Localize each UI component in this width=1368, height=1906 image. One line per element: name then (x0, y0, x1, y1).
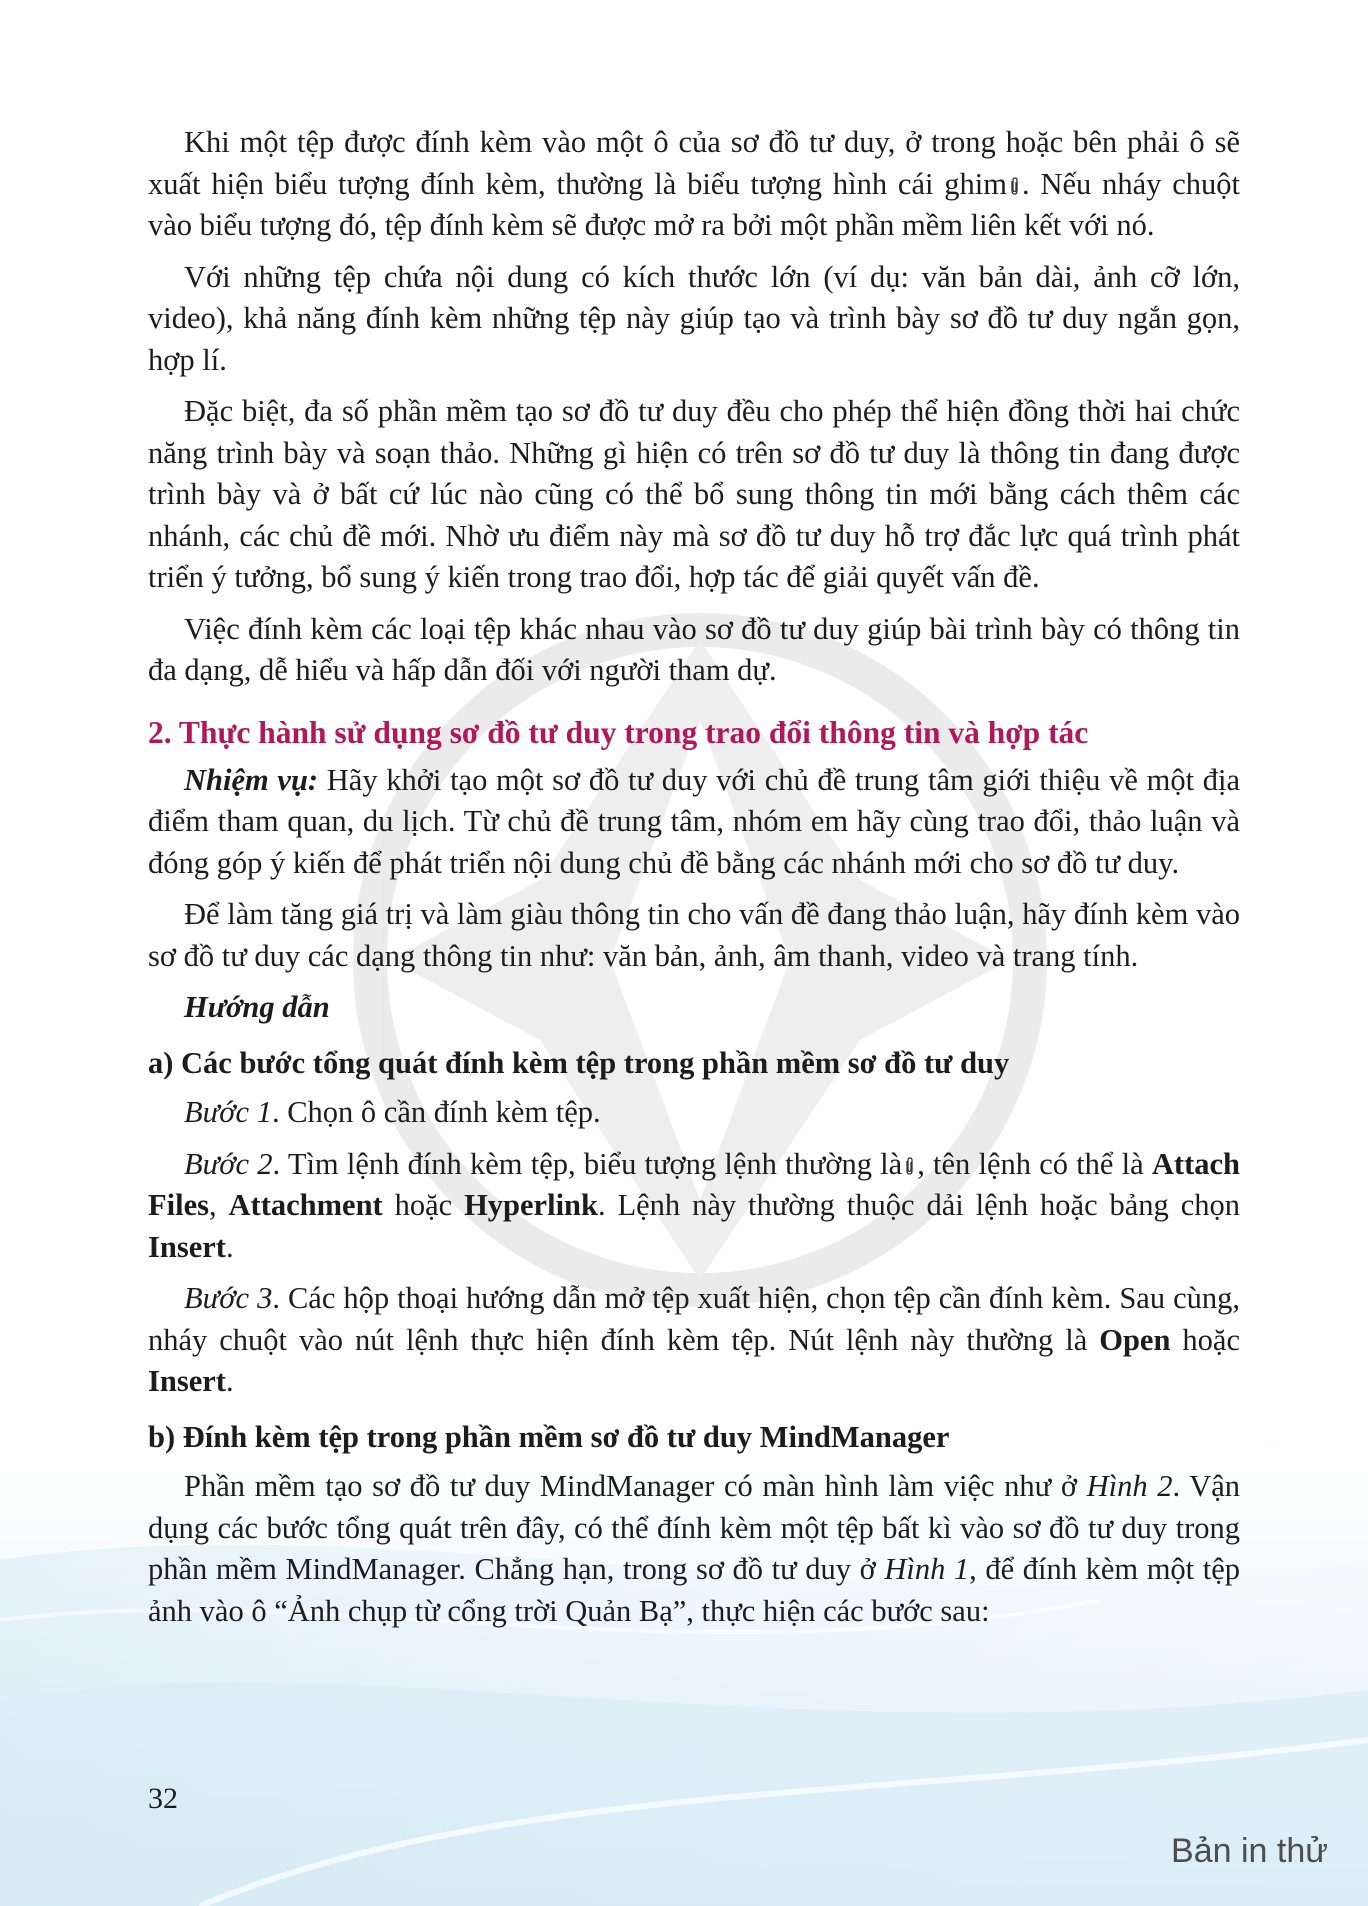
draft-label: Bản in thử (1171, 1832, 1328, 1870)
step-3 (148, 1278, 1240, 1403)
paragraph-large-files: Với những tệp chứa nội dung có kích thước lớn (ví dụ: văn bản dài, ảnh cỡ lớn, video), khả năng đính kèm những tệp này giúp tạo và trình bày sơ đồ tư duy ngắn gọn, hợp lí. (148, 259, 1240, 377)
text-run: hoặc (382, 1188, 465, 1222)
text-run: Hãy khởi tạo một sơ đồ tư duy với chủ đề trung tâm giới thiệu về một địa điểm tham quan, du lịch. Từ chủ đề trung tâm, nhóm em hãy cùng trao đổi, thảo luận và đóng góp ý kiến để phát triển nội dung chủ đề bằng các nhánh mới cho sơ đồ tư duy. (148, 762, 1240, 880)
guide-heading: Hướng dẫn (184, 990, 330, 1024)
text-run: Khi một tệp được đính kèm vào một ô của sơ đồ tư duy, ở trong hoặc bên phải ô sẽ xuất hiện biểu tượng đính kèm, thường là biểu tượng hình cái ghim (148, 125, 1240, 201)
text-run: . Tìm lệnh đính kèm tệp, biểu tượng lệnh thường là (272, 1146, 903, 1181)
text-run: Phần mềm tạo sơ đồ tư duy MindManager có màn hình làm việc như ở (184, 1469, 1087, 1503)
text-run: . (225, 1364, 234, 1398)
text-run: hoặc (1170, 1322, 1240, 1357)
text-run: , tên lệnh có thể là (917, 1146, 1152, 1181)
paperclip-icon (1009, 176, 1020, 196)
text-run: . Chọn ô cần đính kèm tệp. (271, 1095, 601, 1129)
paragraph-attachment-icon (148, 122, 1240, 247)
paragraph-attachment-benefit: Việc đính kèm các loại tệp khác nhau vào sơ đồ tư duy giúp bài trình bày có thông tin đa dạng, dễ hiểu và hấp dẫn đối với người tham dự. (148, 611, 1240, 687)
command-name: Open (1099, 1322, 1171, 1357)
text-run: . Các hộp thoại hướng dẫn mở tệp xuất hiện, chọn tệp cần đính kèm. Sau cùng, nháy chuột vào nút lệnh thực hiện đính kèm tệp. Nút lệnh này thường là (148, 1281, 1240, 1357)
paperclip-icon (904, 1156, 915, 1176)
command-name: Insert (148, 1364, 226, 1398)
text-run: . (225, 1229, 234, 1264)
figure-ref: Hình 2 (1086, 1469, 1173, 1503)
step-label: Bước 3 (184, 1281, 273, 1315)
command-name: Attachment (228, 1188, 383, 1222)
subheading-general-steps: a) Các bước tổng quát đính kèm tệp trong phần mềm sơ đồ tư duy (148, 1045, 1010, 1080)
text-run: , để đính kèm một tệp ảnh vào ô “Ảnh chụp từ cổng trời Quản Bạ”, thực hiện các bước sau: (148, 1552, 1241, 1628)
command-name: Attach Files (148, 1146, 1240, 1222)
text-run: . Vận dụng các bước tổng quát trên đây, có thể đính kèm một tệp bất kì vào sơ đồ tư duy trong phần mềm MindManager. Chẳng hạn, trong sơ đồ tư duy ở (148, 1469, 1241, 1586)
step-label: Bước 1 (184, 1095, 272, 1129)
page-content (148, 122, 1240, 1642)
text-run: , (209, 1188, 229, 1222)
command-name: Insert (148, 1229, 226, 1264)
paragraph-task (148, 760, 1240, 885)
section-heading: 2. Thực hành sử dụng sơ đồ tư duy trong trao đổi thông tin và hợp tác (148, 714, 1089, 750)
step-label: Bước 2 (184, 1146, 273, 1181)
paragraph-mindmanager (148, 1466, 1240, 1632)
paragraph-presentation-editing: Đặc biệt, đa số phần mềm tạo sơ đồ tư duy đều cho phép thể hiện đồng thời hai chức năng trình bày và soạn thảo. Những gì hiện có trên sơ đồ tư duy là thông tin đang được trình bày và ở bất cứ lúc nào cũng có thể bổ sung thông tin mới bằng cách thêm các nhánh, các chủ đề mới. Nhờ ưu điểm này mà sơ đồ tư duy hỗ trợ đắc lực quá trình phát triển ý tưởng, bổ sung ý kiến trong trao đổi, hợp tác để giải quyết vấn đề. (148, 394, 1240, 594)
subheading-mindmanager: b) Đính kèm tệp trong phần mềm sơ đồ tư duy MindManager (148, 1419, 950, 1454)
command-name: Hyperlink (464, 1188, 598, 1222)
step-2 (148, 1144, 1240, 1269)
task-label: Nhiệm vụ: (184, 762, 319, 797)
text-run: . Lệnh này thường thuộc dải lệnh hoặc bảng chọn (597, 1188, 1240, 1222)
text-run: . Nếu nháy chuột vào biểu tượng đó, tệp đính kèm sẽ được mở ra bởi một phần mềm liên kết với nó. (148, 166, 1240, 242)
step-1 (148, 1092, 1240, 1134)
paragraph-enrich: Để làm tăng giá trị và làm giàu thông tin cho vấn đề đang thảo luận, hãy đính kèm vào sơ đồ tư duy các dạng thông tin như: văn bản, ảnh, âm thanh, video và trang tính. (148, 897, 1240, 973)
figure-ref: Hình 1 (884, 1552, 970, 1586)
page-number: 32 (148, 1782, 178, 1815)
